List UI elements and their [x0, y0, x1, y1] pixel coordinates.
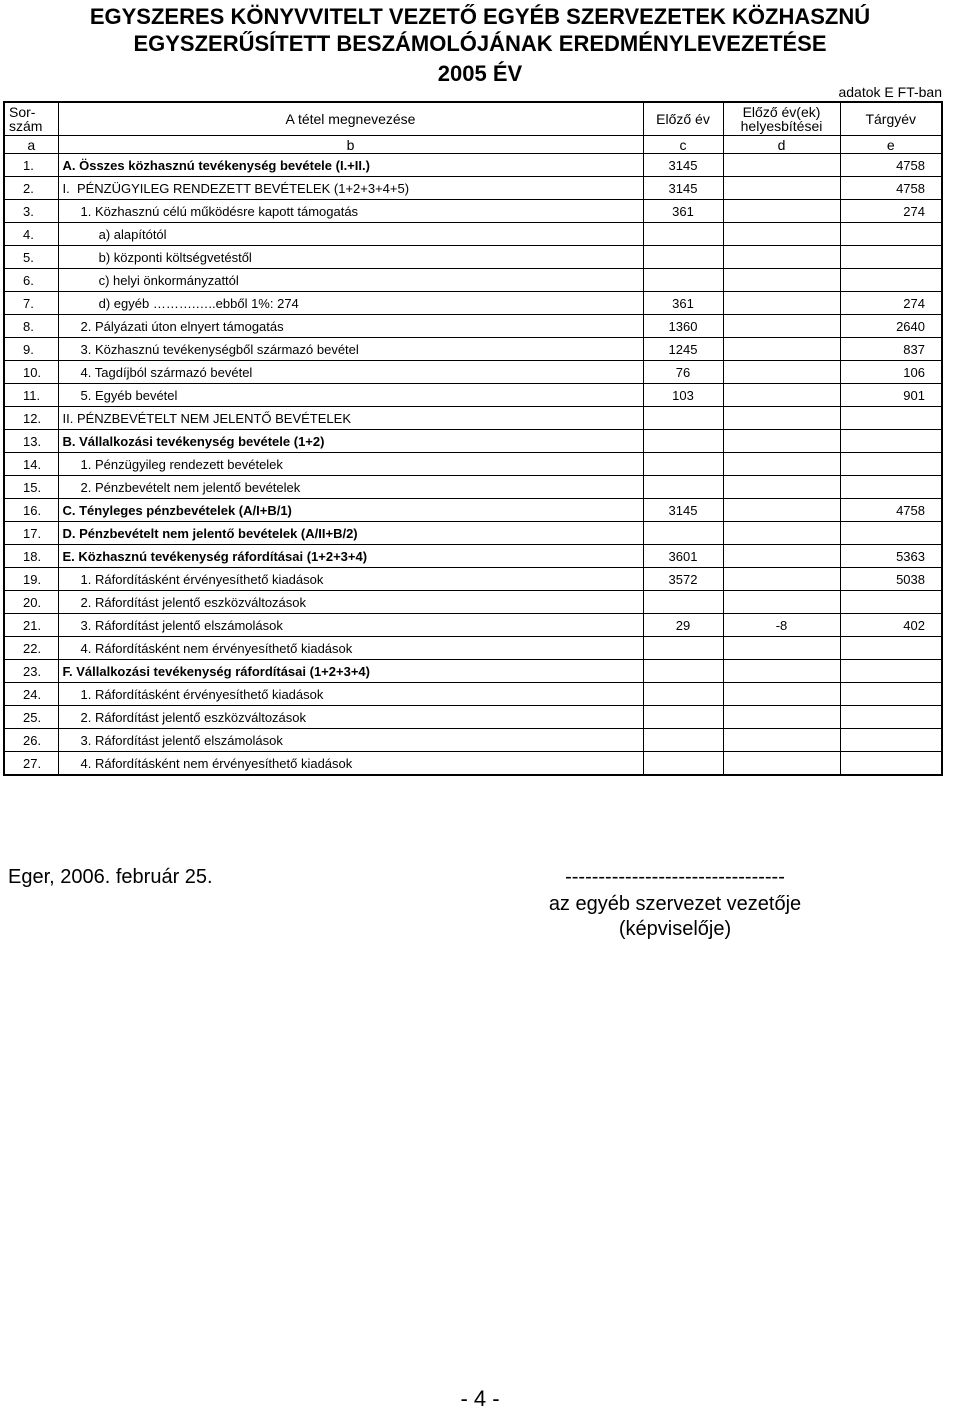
row-corrections [723, 729, 840, 752]
row-corrections [723, 568, 840, 591]
row-prev-year [643, 660, 723, 683]
row-label: 3. Ráfordítást jelentő elszámolások [58, 614, 643, 637]
table-row [4, 407, 942, 430]
report-title-line1: EGYSZERES KÖNYVVITELT VEZETŐ EGYÉB SZERVEZETEK KÖZHASZNÚ [89, 4, 871, 29]
header-corrections-line2: helyesbítései [740, 118, 823, 134]
row-number: 4. [4, 223, 58, 246]
row-label: 1. Közhasznú célú működésre kapott támogatás [58, 200, 643, 223]
row-prev-year [643, 246, 723, 269]
row-number: 16. [4, 499, 58, 522]
row-number: 9. [4, 338, 58, 361]
row-label: C. Tényleges pénzbevételek (A/I+B/1) [58, 499, 643, 522]
row-label: 3. Közhasznú tevékenységből származó bevétel [58, 338, 643, 361]
row-current-year [840, 476, 942, 499]
income-statement-table [3, 101, 943, 776]
header-corrections-line1: Előző év(ek) [742, 104, 821, 120]
row-label: 5. Egyéb bevétel [58, 384, 643, 407]
row-label: a) alapítótól [58, 223, 643, 246]
table-row [4, 752, 942, 776]
row-corrections [723, 246, 840, 269]
row-corrections [723, 154, 840, 177]
row-current-year [840, 223, 942, 246]
row-current-year: 4758 [840, 177, 942, 200]
row-label: B. Vállalkozási tevékenység bevétele (1+2) [58, 430, 643, 453]
row-label: 4. Ráfordításként nem érvényesíthető kiadások [58, 637, 643, 660]
row-number: 18. [4, 545, 58, 568]
header-rownum [4, 102, 58, 136]
table-row [4, 223, 942, 246]
row-number: 24. [4, 683, 58, 706]
row-label: I. PÉNZÜGYILEG RENDEZETT BEVÉTELEK (1+2+3+4+5) [58, 177, 643, 200]
table-row [4, 200, 942, 223]
row-number: 12. [4, 407, 58, 430]
row-current-year: 901 [840, 384, 942, 407]
table-row [4, 384, 942, 407]
row-corrections [723, 430, 840, 453]
row-number: 20. [4, 591, 58, 614]
row-corrections [723, 315, 840, 338]
header-rownum-line1: Sor- [9, 104, 36, 120]
units-note: adatok E FT-ban [838, 84, 942, 100]
header-current-year: Tárgyév [840, 102, 942, 136]
row-number: 15. [4, 476, 58, 499]
row-prev-year: 3145 [643, 499, 723, 522]
row-prev-year: 1245 [643, 338, 723, 361]
page-number: - 4 - [460, 1386, 500, 1411]
row-current-year: 2640 [840, 315, 942, 338]
row-number: 25. [4, 706, 58, 729]
table-row [4, 338, 942, 361]
table-row [4, 154, 942, 177]
table-row [4, 637, 942, 660]
row-number: 23. [4, 660, 58, 683]
table-row [4, 315, 942, 338]
row-number: 19. [4, 568, 58, 591]
table-row [4, 177, 942, 200]
row-label: A. Összes közhasznú tevékenység bevétele (I.+II.) [58, 154, 643, 177]
table-row [4, 292, 942, 315]
row-number: 7. [4, 292, 58, 315]
table-row [4, 683, 942, 706]
row-prev-year: 3601 [643, 545, 723, 568]
row-current-year: 402 [840, 614, 942, 637]
row-label: c) helyi önkormányzattól [58, 269, 643, 292]
row-prev-year: 103 [643, 384, 723, 407]
row-label: F. Vállalkozási tevékenység ráfordításai (1+2+3+4) [58, 660, 643, 683]
row-label: 1. Ráfordításként érvényesíthető kiadások [58, 683, 643, 706]
row-prev-year: 76 [643, 361, 723, 384]
column-letter: e [840, 136, 942, 154]
report-title-line2: EGYSZERŰSÍTETT BESZÁMOLÓJÁNAK EREDMÉNYLEVEZETÉSE [133, 31, 827, 56]
row-label: 1. Ráfordításként érvényesíthető kiadások [58, 568, 643, 591]
row-current-year: 837 [840, 338, 942, 361]
row-corrections [723, 683, 840, 706]
row-current-year [840, 660, 942, 683]
row-current-year: 4758 [840, 154, 942, 177]
table-row [4, 706, 942, 729]
row-prev-year [643, 269, 723, 292]
row-label: 2. Ráfordítást jelentő eszközváltozások [58, 706, 643, 729]
row-prev-year: 1360 [643, 315, 723, 338]
row-label: 1. Pénzügyileg rendezett bevételek [58, 453, 643, 476]
place-and-date: Eger, 2006. február 25. [8, 866, 213, 888]
row-label: b) központi költségvetéstől [58, 246, 643, 269]
row-number: 2. [4, 177, 58, 200]
row-number: 10. [4, 361, 58, 384]
row-number: 11. [4, 384, 58, 407]
row-prev-year: 361 [643, 200, 723, 223]
table-row [4, 545, 942, 568]
table-row [4, 591, 942, 614]
row-corrections [723, 499, 840, 522]
row-corrections [723, 223, 840, 246]
table-row [4, 729, 942, 752]
row-corrections [723, 200, 840, 223]
row-number: 1. [4, 154, 58, 177]
row-prev-year [643, 729, 723, 752]
table-row [4, 430, 942, 453]
row-corrections [723, 407, 840, 430]
row-corrections [723, 545, 840, 568]
row-current-year: 5038 [840, 568, 942, 591]
row-current-year [840, 522, 942, 545]
table-row [4, 568, 942, 591]
row-corrections [723, 706, 840, 729]
column-letter: c [643, 136, 723, 154]
row-corrections [723, 384, 840, 407]
row-corrections [723, 338, 840, 361]
row-current-year [840, 752, 942, 776]
row-number: 14. [4, 453, 58, 476]
row-label: 2. Pályázati úton elnyert támogatás [58, 315, 643, 338]
row-corrections [723, 292, 840, 315]
row-current-year [840, 591, 942, 614]
row-prev-year [643, 706, 723, 729]
header-prev-year: Előző év [643, 102, 723, 136]
row-number: 5. [4, 246, 58, 269]
row-number: 21. [4, 614, 58, 637]
column-letter: b [58, 136, 643, 154]
row-prev-year: 3572 [643, 568, 723, 591]
signature-caption: az egyéb szervezet vezetője [548, 893, 802, 915]
table-row [4, 246, 942, 269]
table-row [4, 361, 942, 384]
row-prev-year [643, 407, 723, 430]
row-current-year [840, 453, 942, 476]
row-prev-year: 361 [643, 292, 723, 315]
row-label: 4. Ráfordításként nem érvényesíthető kiadások [58, 752, 643, 776]
row-prev-year [643, 522, 723, 545]
table-row [4, 499, 942, 522]
row-number: 13. [4, 430, 58, 453]
row-prev-year [643, 430, 723, 453]
row-prev-year [643, 223, 723, 246]
row-corrections [723, 361, 840, 384]
row-label: d) egyéb ……….…..ebből 1%: 274 [58, 292, 643, 315]
table-row [4, 660, 942, 683]
row-number: 17. [4, 522, 58, 545]
row-corrections [723, 522, 840, 545]
row-label: E. Közhasznú tevékenység ráfordításai (1+2+3+4) [58, 545, 643, 568]
table-row [4, 476, 942, 499]
header-name: A tétel megnevezése [58, 102, 643, 136]
row-current-year [840, 683, 942, 706]
column-letter-row [4, 136, 942, 154]
table-header-row [4, 102, 942, 136]
row-prev-year [643, 637, 723, 660]
row-current-year [840, 430, 942, 453]
row-prev-year [643, 453, 723, 476]
row-corrections [723, 637, 840, 660]
row-number: 22. [4, 637, 58, 660]
row-prev-year [643, 591, 723, 614]
row-current-year [840, 246, 942, 269]
row-label: 2. Pénzbevételt nem jelentő bevételek [58, 476, 643, 499]
row-label: 2. Ráfordítást jelentő eszközváltozások [58, 591, 643, 614]
table-row [4, 522, 942, 545]
header-corrections [723, 102, 840, 136]
row-corrections [723, 269, 840, 292]
row-corrections: -8 [723, 614, 840, 637]
row-number: 8. [4, 315, 58, 338]
row-current-year [840, 729, 942, 752]
row-current-year: 4758 [840, 499, 942, 522]
row-prev-year: 29 [643, 614, 723, 637]
row-current-year [840, 706, 942, 729]
row-prev-year: 3145 [643, 154, 723, 177]
row-corrections [723, 660, 840, 683]
row-number: 3. [4, 200, 58, 223]
column-letter: a [4, 136, 58, 154]
row-number: 26. [4, 729, 58, 752]
row-current-year [840, 637, 942, 660]
report-year: 2005 ÉV [437, 61, 523, 86]
row-current-year: 106 [840, 361, 942, 384]
row-current-year: 5363 [840, 545, 942, 568]
table-row [4, 614, 942, 637]
row-label: D. Pénzbevételt nem jelentő bevételek (A/II+B/2) [58, 522, 643, 545]
row-prev-year [643, 752, 723, 776]
row-prev-year [643, 683, 723, 706]
row-current-year: 274 [840, 200, 942, 223]
row-number: 6. [4, 269, 58, 292]
table-row [4, 453, 942, 476]
row-current-year [840, 407, 942, 430]
row-corrections [723, 752, 840, 776]
table-row [4, 269, 942, 292]
row-corrections [723, 177, 840, 200]
signature-caption-representative: (képviselője) [618, 918, 732, 940]
column-letter: d [723, 136, 840, 154]
row-corrections [723, 476, 840, 499]
row-current-year: 274 [840, 292, 942, 315]
row-label: 4. Tagdíjból származó bevétel [58, 361, 643, 384]
row-number: 27. [4, 752, 58, 776]
signature-line: --------------------------------- [565, 866, 785, 888]
row-corrections [723, 591, 840, 614]
row-prev-year: 3145 [643, 177, 723, 200]
row-prev-year [643, 476, 723, 499]
row-label: 3. Ráfordítást jelentő elszámolások [58, 729, 643, 752]
row-label: II. PÉNZBEVÉTELT NEM JELENTŐ BEVÉTELEK [58, 407, 643, 430]
header-rownum-line2: szám [9, 118, 43, 134]
row-corrections [723, 453, 840, 476]
row-current-year [840, 269, 942, 292]
